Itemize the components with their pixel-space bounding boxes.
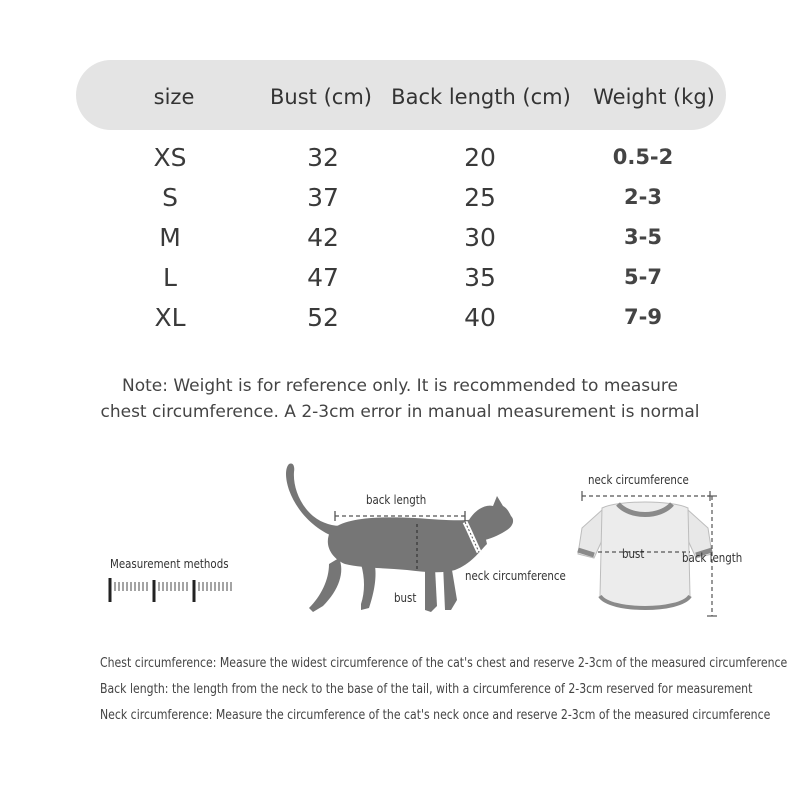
measurement-methods-label: Measurement methods bbox=[110, 556, 229, 571]
cell-bust: 32 bbox=[307, 143, 339, 172]
back-length-description: Back length: the length from the neck to the base of the tail, with a circumference of 2-3cm reserved for measurement bbox=[100, 682, 753, 697]
header-weight: Weight (kg) bbox=[593, 85, 715, 109]
cell-bust: 37 bbox=[307, 183, 339, 212]
header-back-length: Back length (cm) bbox=[391, 85, 571, 109]
cell-back-length: 20 bbox=[464, 143, 496, 172]
shirt-neck-label: neck circumference bbox=[588, 472, 689, 487]
cell-size: XL bbox=[154, 303, 186, 332]
table-row bbox=[0, 143, 800, 183]
shirt-bust-label: bust bbox=[622, 546, 645, 561]
chest-circumference-description: Chest circumference: Measure the widest circumference of the cat's chest and reserve 2-3cm of the measured circumference bbox=[100, 656, 788, 671]
cell-back-length: 30 bbox=[464, 223, 496, 252]
cell-weight: 7-9 bbox=[624, 305, 662, 329]
table-row bbox=[0, 223, 800, 263]
cell-weight: 0.5-2 bbox=[612, 145, 674, 169]
cell-size: L bbox=[163, 263, 177, 292]
cat-bust-label: bust bbox=[394, 590, 417, 605]
cat-back-length-label: back length bbox=[366, 492, 427, 507]
note-line-1: Note: Weight is for reference only. It is recommended to measure bbox=[122, 376, 678, 396]
table-row bbox=[0, 263, 800, 303]
neck-circumference-description: Neck circumference: Measure the circumference of the cat's neck once and reserve 2-3cm of the measured circumference bbox=[100, 708, 771, 723]
cell-back-length: 35 bbox=[464, 263, 496, 292]
cell-weight: 3-5 bbox=[624, 225, 662, 249]
cat-diagram bbox=[275, 460, 585, 630]
cell-back-length: 25 bbox=[464, 183, 496, 212]
cell-size: S bbox=[162, 183, 178, 212]
header-size: size bbox=[153, 85, 195, 109]
table-row bbox=[0, 183, 800, 223]
cell-weight: 5-7 bbox=[624, 265, 662, 289]
cell-size: XS bbox=[153, 143, 187, 172]
cell-bust: 42 bbox=[307, 223, 339, 252]
cell-bust: 47 bbox=[307, 263, 339, 292]
table-row bbox=[0, 303, 800, 343]
cell-weight: 2-3 bbox=[624, 185, 662, 209]
header-bust: Bust (cm) bbox=[270, 85, 372, 109]
shirt-back-length-label: back length bbox=[682, 550, 743, 565]
cell-bust: 52 bbox=[307, 303, 339, 332]
cell-size: M bbox=[159, 223, 181, 252]
note-line-2: chest circumference. A 2-3cm error in manual measurement is normal bbox=[100, 402, 700, 422]
ruler-icon bbox=[108, 575, 238, 605]
cat-neck-label: neck circumference bbox=[465, 568, 566, 583]
cell-back-length: 40 bbox=[464, 303, 496, 332]
